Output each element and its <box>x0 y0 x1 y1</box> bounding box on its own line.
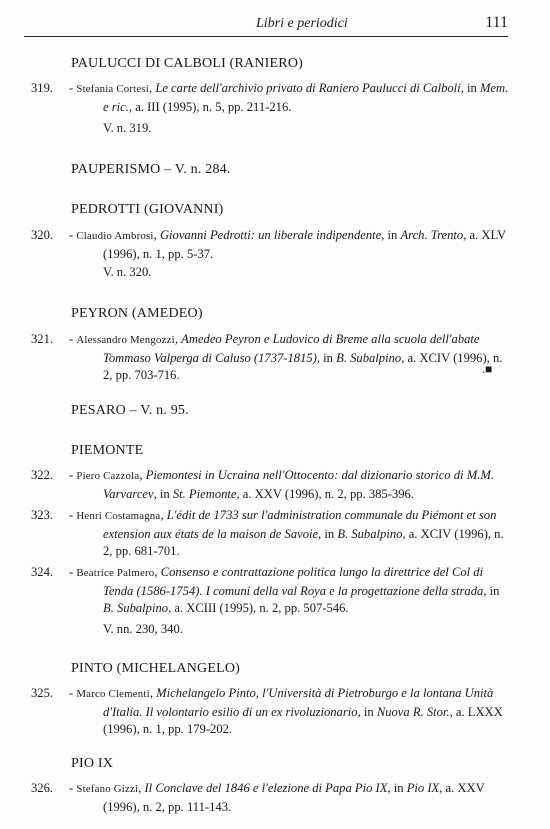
entry-source: Arch. Trento <box>400 228 464 242</box>
entry-number: 324. <box>31 565 54 579</box>
entry-author: Stefania Cortesi <box>76 83 150 95</box>
scan-mark: .■ <box>482 362 493 376</box>
entry-author: Piero Cazzola <box>76 470 140 482</box>
entry-details: , a. XXV (1996), n. 2, pp. 111-143. <box>103 781 485 814</box>
entry-source: B. Subalpino <box>103 601 169 615</box>
entry-author: Henri Costamagna <box>76 510 161 522</box>
entry-title: Piemontesi in Ucraina nell'Ottocento: dal dizionario storico di M.M. Varvarcev <box>103 468 494 501</box>
entry-source: Nuova R. Stor. <box>376 704 450 719</box>
entry-number: 325. <box>31 686 54 700</box>
entry-324: 324. - Beatrice Palmero, Consenso e contrattazione politica lungo la direttrice del Col di Tenda (1586-1754). I comuni della val Roya e la progettazione della strada, in B. Subalpino, a. XCIII (1995), n. 2, pp. 507-546. <box>31 565 500 615</box>
page-number: 111 <box>485 14 508 31</box>
entry-number: 321. <box>31 332 54 346</box>
heading-pio: PIO IX <box>71 756 114 771</box>
entry-title: Il Conclave del 1846 e l'elezione di Papa Pio IX <box>144 781 388 795</box>
entry-source: Pio IX <box>406 781 440 795</box>
entry-title: Giovanni Pedrotti: un liberale indipendente <box>159 228 382 242</box>
running-header <box>24 10 508 37</box>
heading-pinto: PINTO (MICHELANGELO) <box>71 661 240 676</box>
entry-325: 325. - Marco Clementi, Michelangelo Pinto, l'Università di Pietroburgo e la lontana Unità d'Italia. Il volontario esilio di un ex rivoluzionario, in Nuova R. Stor., a. LXXX (1996), n. 1, pp. 179-202. <box>31 686 503 736</box>
entry-320: 320. - Claudio Ambrosi, Giovanni Pedrotti: un liberale indipendente, in Arch. Trento, a. XLV (1996), n. 1, pp. 5-37. <box>31 228 506 261</box>
entry-details: , a. XCIII (1995), n. 2, pp. 507-546. <box>168 601 349 615</box>
entry-number: 320. <box>31 228 54 242</box>
entry-323: 323. - Henri Costamagna, L'édit de 1733 sur l'administration communale du Piémont et son extension aux états de la maison de Savoie, in B. Subalpino, a. XCIV (1996), n. 2, pp. 681-701. <box>31 508 504 558</box>
entry-author: Alessandro Mengozzi <box>76 334 175 346</box>
entry-number: 323. <box>31 508 54 522</box>
entry-details: , a. XCIV (1996), n. 2, pp. 681-701. <box>103 526 504 558</box>
entry-details: , a. XCIV (1996), n. 2, pp. 703-716. <box>103 350 503 382</box>
entry-author: Beatrice Palmero <box>76 567 155 579</box>
entry-number: 319. <box>31 81 54 95</box>
heading-paulucci: PAULUCCI DI CALBOLI (RANIERO) <box>71 56 304 71</box>
entry-details: , a. XLV (1996), n. 1, pp. 5-37. <box>103 228 506 261</box>
entry-details: , a. XXV (1996), n. 2, pp. 385-396. <box>236 486 414 501</box>
entry-title: Amedeo Peyron e Ludovico di Breme alla scuola dell'abate Tommaso Valperga di Caluso (1737-1815) <box>103 332 480 365</box>
cross-reference: V. nn. 230, 340. <box>103 622 183 636</box>
entry-source: B. Subalpino <box>337 526 403 541</box>
entry-number: 322. <box>31 468 54 482</box>
heading-peyron: PEYRON (AMEDEO) <box>71 306 203 321</box>
cross-reference: V. n. 319. <box>103 121 152 135</box>
entry-author: Marco Clementi <box>76 688 150 700</box>
entry-author: Stefano Gizzi <box>76 783 139 795</box>
heading-pauperismo: PAUPERISMO – V. n. 284. <box>71 162 231 177</box>
entry-title: Consenso e contrattazione politica lungo la direttrice del Col di Tenda (1586-1754). I comuni della val Roya e la progettazione della strada <box>103 565 484 598</box>
entry-details: , a. LXXX (1996), n. 1, pp. 179-202. <box>103 704 503 736</box>
entry-title: L'édit de 1733 sur l'administration communale du Piémont et son extension aux états de la maison de Savoie <box>103 508 497 541</box>
entry-title: Michelangelo Pinto, l'Università di Pietroburgo e la lontana Unità d'Italia. Il volontario esilio di un ex rivoluzionario <box>103 686 494 719</box>
running-title: Libri e periodici <box>256 16 348 31</box>
cross-reference: V. n. 320. <box>103 265 152 279</box>
entry-author: Claudio Ambrosi <box>76 230 154 242</box>
heading-piemonte: PIEMONTE <box>71 443 144 458</box>
heading-pedrotti: PEDROTTI (GIOVANNI) <box>71 202 224 217</box>
entry-322: 322. - Piero Cazzola, Piemontesi in Ucraina nell'Ottocento: dal dizionario storico di M.M. Varvarcev, in St. Piemonte, a. XXV (1996), n. 2, pp. 385-396. <box>31 468 494 501</box>
entry-source: St. Piemonte <box>172 486 237 501</box>
entry-number: 326. <box>31 781 54 795</box>
entry-326: 326. - Stefano Gizzi, Il Conclave del 1846 e l'elezione di Papa Pio IX, in Pio IX, a. XXV (1996), n. 2, pp. 111-143. <box>31 781 485 814</box>
entry-319: 319. - Stefania Cortesi, Le carte dell'archivio privato di Raniero Paulucci di Calboli, in Mem. e ric., a. III (1995), n. 5, pp. 211-216. <box>31 81 509 114</box>
entry-title: Le carte dell'archivio privato di Raniero Paulucci di Calboli <box>155 81 461 95</box>
entry-source: B. Subalpino <box>336 350 402 365</box>
entry-321: 321. - Alessandro Mengozzi, Amedeo Peyron e Ludovico di Breme alla scuola dell'abate Tommaso Valperga di Caluso (1737-1815), in B. Subalpino, a. XCIV (1996), n. 2, pp. 703-716. <box>31 332 503 382</box>
heading-pesaro: PESARO – V. n. 95. <box>71 403 189 418</box>
entry-details: , a. III (1995), n. 5, pp. 211-216. <box>128 99 292 114</box>
entry-source: Mem. e ric. <box>103 81 509 114</box>
